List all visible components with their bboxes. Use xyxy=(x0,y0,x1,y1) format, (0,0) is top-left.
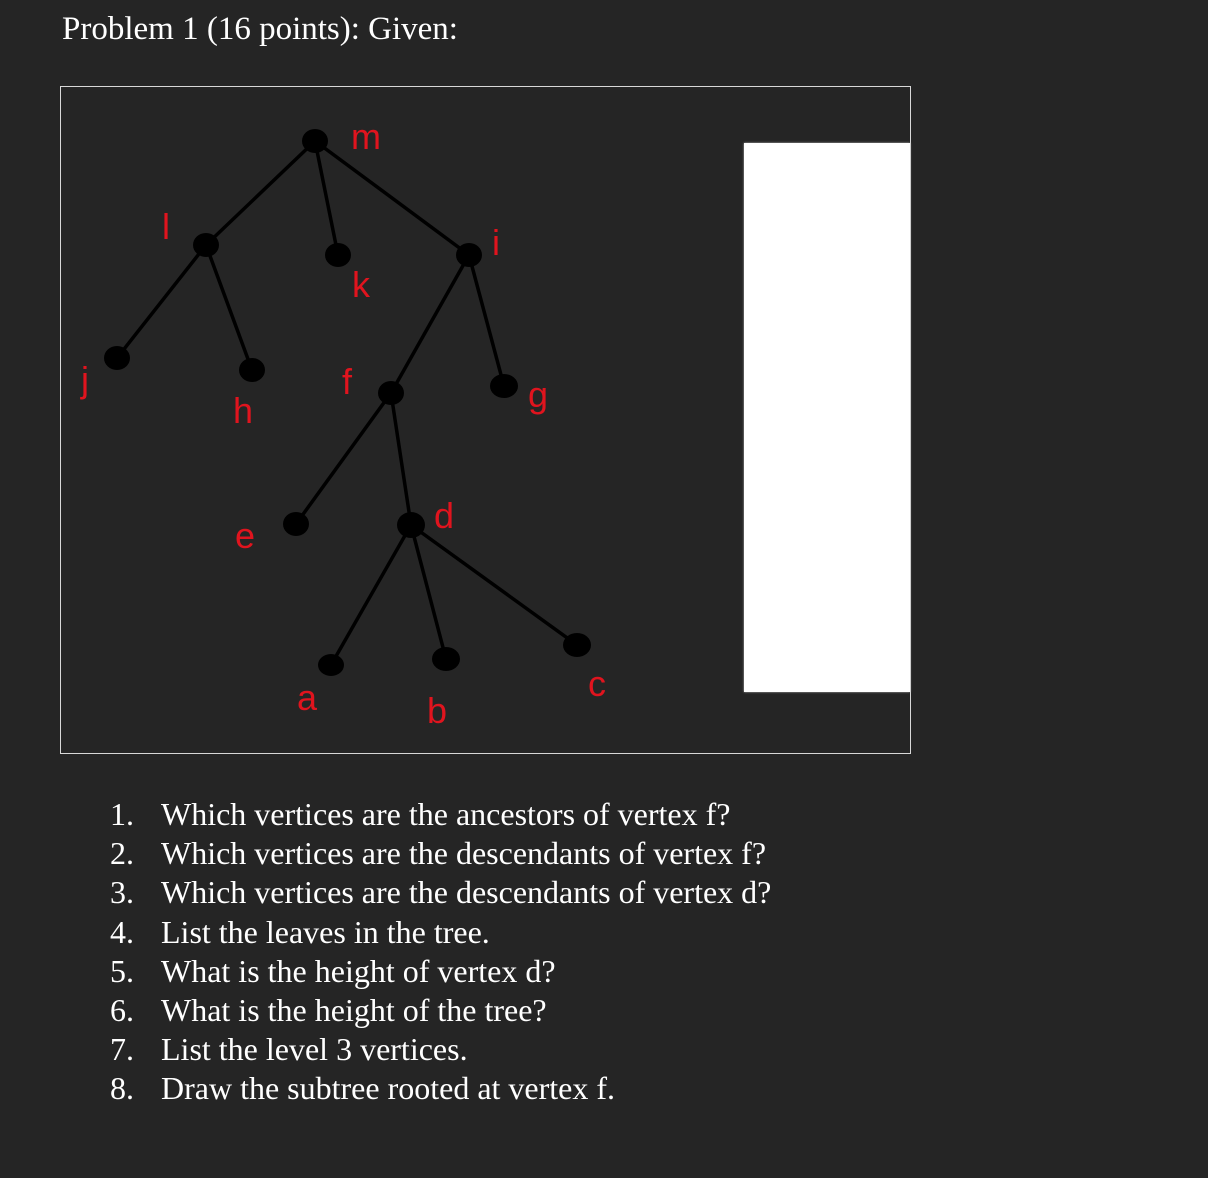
label-d: d xyxy=(434,495,455,536)
question-text: What is the height of the tree? xyxy=(161,992,547,1029)
question-text: Which vertices are the ancestors of vertex f? xyxy=(161,796,731,832)
label-l: l xyxy=(162,206,170,247)
node-e xyxy=(283,512,309,536)
problem-title: Problem 1 (16 points): Given: xyxy=(62,11,458,47)
edge-m-l xyxy=(206,141,315,245)
question-item xyxy=(110,795,771,834)
node-g xyxy=(490,374,518,398)
node-l xyxy=(193,233,219,257)
question-number: 4. xyxy=(110,913,134,950)
label-j: j xyxy=(81,359,89,400)
node-c xyxy=(563,633,591,657)
node-a xyxy=(318,654,344,676)
edge-i-f xyxy=(391,255,469,393)
node-b xyxy=(432,647,460,671)
question-item xyxy=(110,1069,771,1108)
blank-panel xyxy=(744,143,910,692)
question-item xyxy=(110,1030,771,1069)
label-h: h xyxy=(233,390,254,431)
question-number: 5. xyxy=(110,952,134,989)
node-j xyxy=(104,346,130,370)
question-text: Which vertices are the descendants of vertex d? xyxy=(161,874,772,911)
node-k xyxy=(325,243,351,267)
label-i: i xyxy=(492,222,500,263)
question-item xyxy=(110,873,771,912)
label-g: g xyxy=(528,374,549,415)
question-item xyxy=(110,834,771,873)
question-text: Draw the subtree rooted at vertex f. xyxy=(161,1070,616,1107)
edge-d-a xyxy=(331,525,411,665)
question-text: List the leaves in the tree. xyxy=(161,913,490,950)
question-item xyxy=(110,913,771,952)
edge-f-d xyxy=(391,393,411,525)
node-m xyxy=(302,129,328,153)
question-text: What is the height of vertex d? xyxy=(161,952,556,989)
label-a: a xyxy=(297,677,318,718)
node-d xyxy=(397,512,425,538)
question-number: 3. xyxy=(110,874,134,911)
question-item xyxy=(110,952,771,991)
edge-i-g xyxy=(469,255,504,386)
question-number: 1. xyxy=(110,796,134,832)
question-list xyxy=(110,795,771,1109)
edge-l-j xyxy=(117,245,206,358)
edge-m-k xyxy=(315,141,338,255)
question-number: 7. xyxy=(110,1031,134,1068)
question-text: Which vertices are the descendants of vertex f? xyxy=(161,835,767,872)
question-number: 6. xyxy=(110,992,134,1029)
node-i xyxy=(456,243,482,267)
edge-m-i xyxy=(315,141,469,255)
label-e: e xyxy=(235,515,256,556)
question-item xyxy=(110,991,771,1030)
label-k: k xyxy=(352,264,370,305)
question-number: 2. xyxy=(110,835,134,872)
node-h xyxy=(239,358,265,382)
label-m: m xyxy=(351,116,381,157)
label-c: c xyxy=(588,663,606,704)
label-f: f xyxy=(342,361,353,402)
label-b: b xyxy=(427,690,448,731)
question-text: List the level 3 vertices. xyxy=(161,1031,468,1068)
edge-l-h xyxy=(206,245,252,370)
edge-f-e xyxy=(296,393,391,524)
node-f xyxy=(378,381,404,405)
question-number: 8. xyxy=(110,1070,134,1107)
